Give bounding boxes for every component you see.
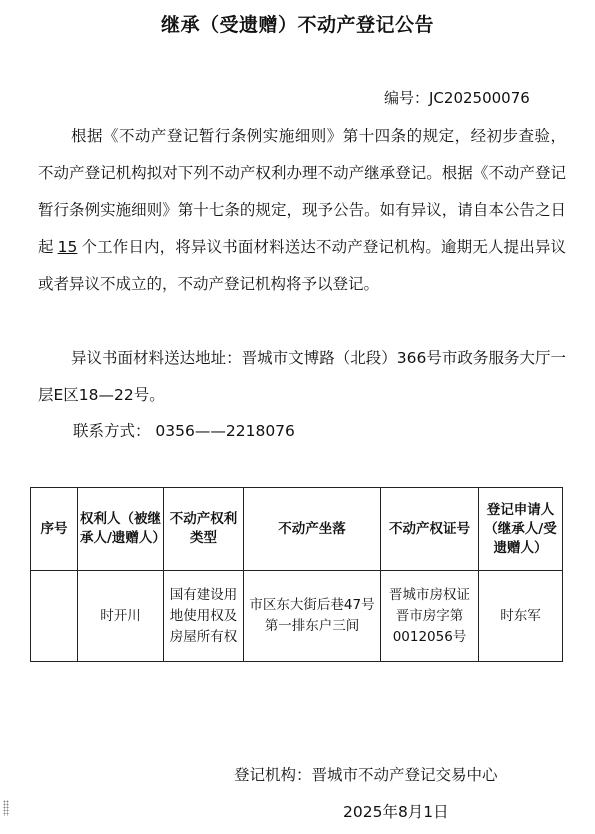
header-index: 序号 — [31, 488, 78, 571]
table-header-row — [31, 488, 563, 571]
table-row — [31, 571, 563, 662]
header-location: 不动产坐落 — [244, 488, 381, 571]
contact-info: 联系方式： 0356——2218076 — [73, 422, 295, 440]
cell-location: 市区东大街后巷47号第一排东户三间 — [244, 571, 381, 662]
registration-agency: 登记机构：晋城市不动产登记交易中心 — [234, 766, 498, 784]
notice-date: 2025年8月1日 — [343, 803, 449, 821]
cell-right-type: 国有建设用地使用权及房屋所有权 — [164, 571, 244, 662]
header-right-holder: 权利人（被继承人/遗赠人） — [78, 488, 164, 571]
notice-title: 继承（受遗赠）不动产登记公告 — [160, 14, 434, 36]
notice-paragraph-main — [38, 118, 566, 303]
objection-days: 15 — [57, 238, 78, 256]
header-right-type: 不动产权利类型 — [164, 488, 244, 571]
registration-table — [30, 487, 563, 662]
cell-right-holder: 时开川 — [78, 571, 164, 662]
header-certificate-number: 不动产权证号 — [381, 488, 479, 571]
paragraph-text-before: 根据《不动产登记暂行条例实施细则》第十四条的规定，经初步查验，不动产登记机构拟对下列不动产权利办理不动产继承登记。根据《不动产登记暂行条例实施细则》第十七条的规定，现予公告。如有异议，请自本公告之日起 — [38, 127, 566, 256]
header-applicant: 登记申请人（继承人/受遗赠人） — [479, 488, 563, 571]
paragraph-text-after: 个工作日内，将异议书面材料送达不动产登记机构。逾期无人提出异议或者异议不成立的，不动产登记机构将予以登记。 — [38, 238, 566, 293]
cell-applicant: 时东军 — [479, 571, 563, 662]
drag-handle-icon — [3, 800, 9, 816]
objection-address-paragraph: 异议书面材料送达地址：晋城市文博路（北段）366号市政务服务大厅一层E区18—22号。 — [38, 349, 566, 404]
document-number: 编号：JC202500076 — [384, 89, 530, 107]
cell-certificate-number: 晋城市房权证晋市房字第0012056号 — [381, 571, 479, 662]
cell-index — [31, 571, 78, 662]
